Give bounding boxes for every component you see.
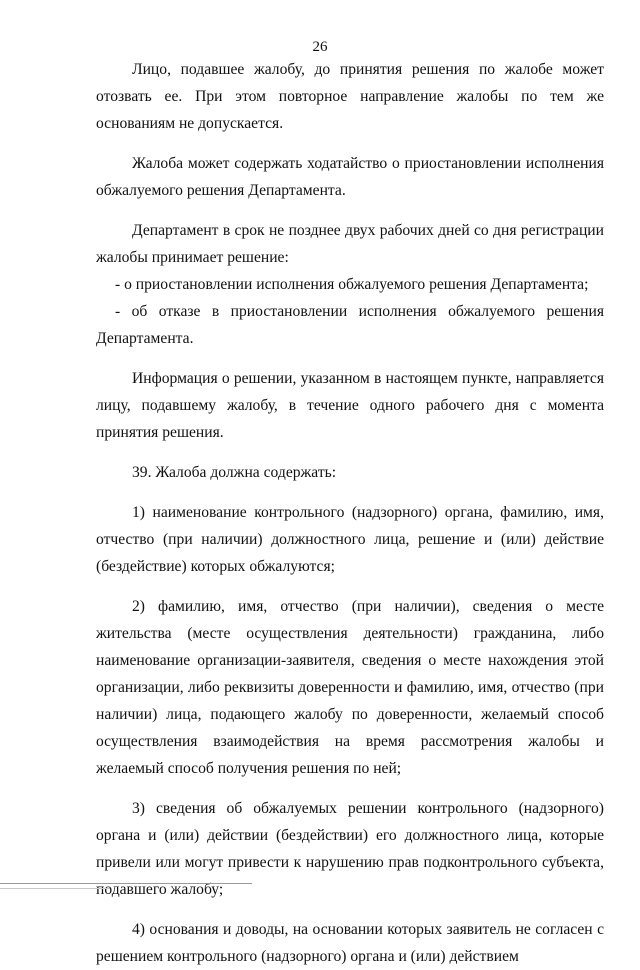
list-item-suspension: - о приостановлении исполнения обжалуемого решения Департамента; bbox=[115, 276, 589, 293]
list-item-1: 1) наименование контрольного (надзорного) органа, фамилию, имя, отчество (при наличии) должностного лица, решение и (или) действие (бездействие) которых обжалуются; bbox=[96, 504, 604, 575]
paragraph-department-decision: Департамент в срок не позднее двух рабочих дней со дня регистрации жалобы принимает решение: bbox=[96, 222, 604, 266]
page-number: 26 bbox=[312, 39, 328, 55]
list-item-4: 4) основания и доводы, на основании которых заявитель не согласен с решением контрольного (надзорного) органа и (или) действием bbox=[96, 921, 604, 965]
paragraph-item-39: 39. Жалоба должна содержать: bbox=[132, 464, 337, 481]
list-item-refusal: - об отказе в приостановлении исполнения обжалуемого решения Департамента. bbox=[96, 303, 604, 347]
document-body bbox=[96, 56, 604, 970]
footer-divider bbox=[0, 883, 252, 884]
list-item-3: 3) сведения об обжалуемых решении контрольного (надзорного) органа и (или) действии (бездействии) его должностного лица, которые привели или могут привести к нарушению прав подконтрольного субъекта, подавшего жалобу; bbox=[96, 800, 604, 898]
paragraph-suspension-request: Жалоба может содержать ходатайство о приостановлении исполнения обжалуемого решения Департамента. bbox=[96, 155, 604, 199]
footer-divider-faint bbox=[0, 888, 110, 889]
list-item-2: 2) фамилию, имя, отчество (при наличии), сведения о месте жительства (месте осуществления деятельности) гражданина, либо наименование организации-заявителя, сведения о месте нахождения этой организации, либо реквизиты доверенности и фамилию, имя, отчество (при наличии) лица, подающего жалобу по доверенности, желаемый способ осуществления взаимодействия на время рассмотрения жалобы и желаемый способ получения решения по ней; bbox=[96, 598, 604, 777]
paragraph-decision-information: Информация о решении, указанном в настоящем пункте, направляется лицу, подавшему жалобу, в течение одного рабочего дня с момента принятия решения. bbox=[96, 370, 604, 441]
paragraph-complaint-withdrawal: Лицо, подавшее жалобу, до принятия решения по жалобе может отозвать ее. При этом повторное направление жалобы по тем же основаниям не допускается. bbox=[96, 61, 604, 132]
